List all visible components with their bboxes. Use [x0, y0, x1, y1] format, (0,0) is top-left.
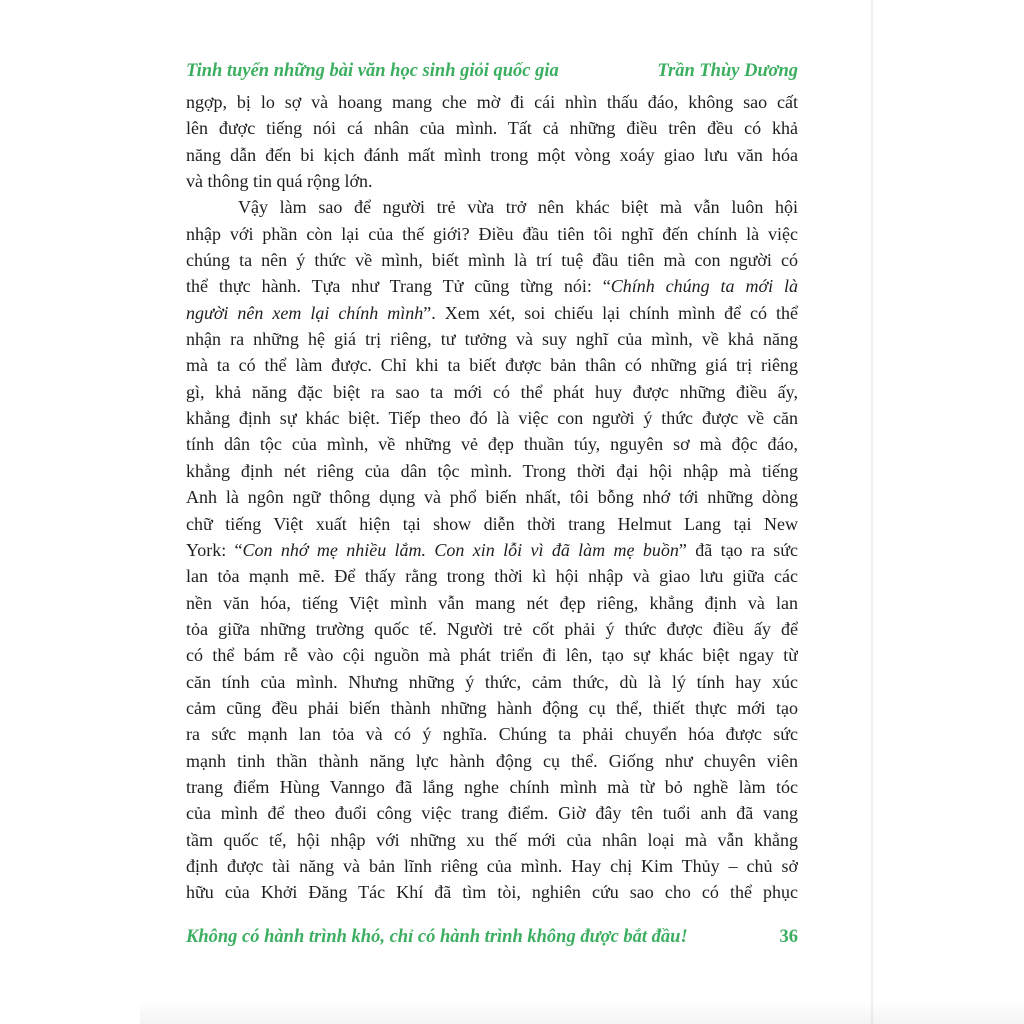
text-line: [186, 800, 798, 826]
body-text-run: tính dân tộc của mình, về những vẻ đẹp thuần túy, nguyên sơ mà độc đáo,: [186, 434, 798, 455]
text-line: [186, 748, 798, 774]
body-text-run: của mình để theo đuổi công việc trang điểm. Giờ đây tên tuổi anh đã vang: [186, 803, 798, 824]
page-bottom-shadow: [140, 1000, 1024, 1024]
text-line: [186, 642, 798, 668]
text-line: [186, 379, 798, 405]
text-line: [186, 221, 798, 247]
body-text-run: mà ta có thể làm được. Chỉ khi ta biết được bản thân có những giá trị riêng: [186, 355, 798, 376]
quoted-italic-text: Con nhớ mẹ nhiều lắm. Con xin lỗi vì đã làm mẹ buồn: [242, 539, 679, 560]
footer-quote: Không có hành trình khó, chỉ có hành trình không được bắt đầu!: [186, 927, 688, 947]
body-text-run: ” đã tạo ra sức: [678, 539, 798, 560]
body-text-run: định được tài năng và bản lĩnh riêng của mình. Hay chị Kim Thủy – chủ sở: [186, 855, 798, 876]
text-line: [186, 142, 798, 168]
text-line: [186, 879, 798, 905]
quoted-italic-text: Chính chúng ta mới là: [610, 276, 798, 297]
text-line: [186, 352, 798, 378]
body-text-run: ngợp, bị lo sợ và hoang mang che mờ đi cái nhìn thấu đáo, không sao cất: [186, 92, 798, 112]
body-text-run: năng dẫn đến bi kịch đánh mất mình trong một vòng xoáy giao lưu văn hóa: [186, 144, 798, 165]
body-text-run: lan tỏa mạnh mẽ. Để thấy rằng trong thời kì hội nhập và giao lưu giữa các: [186, 566, 798, 587]
body-text-run: Vậy làm sao để người trẻ vừa trở nên khác biệt mà vẫn luôn hội: [238, 197, 798, 218]
text-line: [186, 695, 798, 721]
text-line: [186, 616, 798, 642]
body-text-run: có thể bám rễ vào cội nguồn mà phát triển đi lên, tạo sự khác biệt ngay từ: [186, 645, 798, 666]
page-edge-line: [871, 0, 873, 1024]
text-line: [186, 853, 798, 879]
body-text-run: ra sức mạnh lan tỏa và có ý nghĩa. Chúng ta phải chuyển hóa được sức: [186, 724, 798, 745]
body-text-run: chúng ta nên ý thức về mình, biết mình là trí tuệ đầu tiên mà con người có: [186, 250, 798, 271]
text-line: [186, 669, 798, 695]
text-line: [186, 405, 798, 431]
body-text-run: thể thực hành. Tựa như Trang Tử cũng từng nói: “: [186, 276, 611, 297]
text-line: [186, 827, 798, 853]
text-line: [186, 431, 798, 457]
text-line: [186, 511, 798, 537]
text-line: [186, 300, 798, 326]
author-name: Trần Thùy Dương: [657, 61, 798, 81]
body-text-run: ”. Xem xét, soi chiếu lại chính mình để có thể: [423, 302, 798, 323]
body-text-run: khẳng định sự khác biệt. Tiếp theo đó là việc con người ý thức được về căn: [186, 408, 798, 429]
body-text-run: khẳng định nét riêng của dân tộc mình. Trong thời đại hội nhập mà tiếng: [186, 460, 798, 481]
page-footer: [186, 925, 798, 949]
body-text-run: tầm quốc tế, hội nhập với những xu thế mới của nhân loại mà vẫn khẳng: [186, 829, 798, 850]
body-text-run: hữu của Khởi Đăng Tác Khí đã tìm tòi, nghiên cứu sao cho có thể phục: [186, 882, 798, 903]
quoted-italic-text: người nên xem lại chính mình: [186, 302, 424, 323]
body-text-run: nhập với phần còn lại của thế giới? Điều đầu tiên tôi nghĩ đến chính là việc: [186, 223, 798, 244]
body-text-run: tỏa giữa những trường quốc tế. Người trẻ cốt phải ý thức được điều ấy để: [186, 618, 798, 639]
text-line: [186, 484, 798, 510]
text-line: [186, 89, 798, 115]
body-text-run: và thông tin quá rộng lớn.: [186, 171, 373, 192]
body-text-run: York: “: [186, 539, 243, 560]
text-body: [186, 89, 798, 906]
body-text-run: căn tính của mình. Nhưng những ý thức, cảm thức, dù là lý tính hay xúc: [186, 671, 798, 692]
text-line: [186, 326, 798, 352]
body-text-run: cảm cũng đều phải biến thành những hành động cụ thể, thiết thực mới tạo: [186, 697, 798, 718]
text-line: [186, 774, 798, 800]
text-line: [186, 537, 798, 563]
body-text-run: trang điểm Hùng Vanngo đã lắng nghe chính mình mà từ bỏ nghề làm tóc: [186, 776, 798, 797]
body-text-run: gì, khả năng đặc biệt ra sao ta mới có thể phát huy được những điều ấy,: [186, 381, 798, 402]
body-text-run: lên được tiếng nói cá nhân của mình. Tất cả những điều trên đều có khả: [186, 118, 798, 139]
text-line: [186, 273, 798, 299]
page-header: [186, 59, 798, 83]
text-line: [186, 721, 798, 747]
body-text-run: nhận ra những hệ giá trị riêng, tư tưởng và suy nghĩ của mình, về khả năng: [186, 329, 798, 350]
text-line: [186, 115, 798, 141]
text-line: [186, 563, 798, 589]
body-text-run: chữ tiếng Việt xuất hiện tại show diễn thời trang Helmut Lang tại New: [186, 513, 798, 534]
body-text-run: mạnh tinh thần thành năng lực hành động cụ thể. Giống như chuyên viên: [186, 750, 798, 771]
page-number: 36: [779, 927, 798, 947]
running-title: Tinh tuyển những bài văn học sinh giỏi quốc gia: [186, 61, 559, 81]
body-text-run: nền văn hóa, tiếng Việt mình vẫn mang nét đẹp riêng, khẳng định và lan: [186, 592, 798, 613]
text-line: [186, 194, 798, 220]
text-line: [186, 458, 798, 484]
body-text-run: Anh là ngôn ngữ thông dụng và phổ biến nhất, tôi bỗng nhớ tới những dòng: [186, 487, 798, 508]
text-line: [186, 590, 798, 616]
text-line: [186, 168, 798, 194]
text-line: [186, 247, 798, 273]
